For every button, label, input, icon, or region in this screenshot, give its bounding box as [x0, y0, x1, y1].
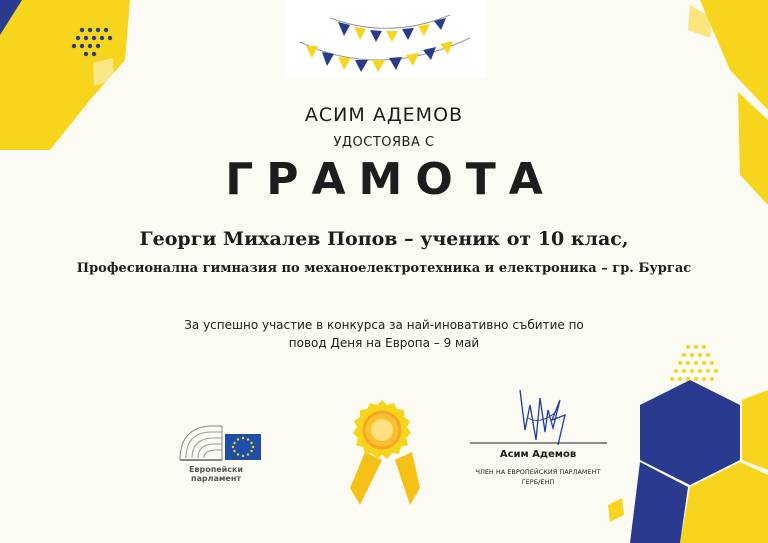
eu-parliament-label: Европейски парламент: [188, 465, 244, 483]
top-left-ornament: [0, 0, 130, 150]
signer-role-line-1: ЧЛЕН НА ЕВРОПЕЙСКИЯ ПАРЛАМЕНТ: [475, 468, 601, 476]
signer-role-line-2: ГЕРБ/ЕНП: [521, 478, 555, 486]
award-medal-icon: [350, 400, 420, 505]
reason-line-1: За успешно участие в конкурса за най-иновативно събитие по: [184, 318, 584, 332]
signer-role: [440, 467, 636, 487]
issuer-name: АСИМ АДЕМОВ: [304, 104, 464, 126]
eu-parliament-logo: [180, 426, 261, 461]
certificate-title: ГРАМОТА: [225, 154, 556, 205]
bottom-right-ornament: [608, 345, 768, 543]
award-reason: [0, 316, 768, 352]
reason-line-2: повод Деня на Европа – 9 май: [288, 336, 480, 350]
awards-with-text: УДОСТОЯВА С: [333, 135, 435, 150]
bunting-flags: [285, 0, 485, 78]
signature-scribble: [520, 390, 565, 445]
school-name: Професионална гимназия по механоелектротехника и електроника – гр. Бургас: [76, 261, 692, 276]
recipient-name: Георги Михалев Попов – ученик от 10 клас,: [139, 228, 629, 250]
signer-name: Асим Адемов: [499, 449, 577, 460]
